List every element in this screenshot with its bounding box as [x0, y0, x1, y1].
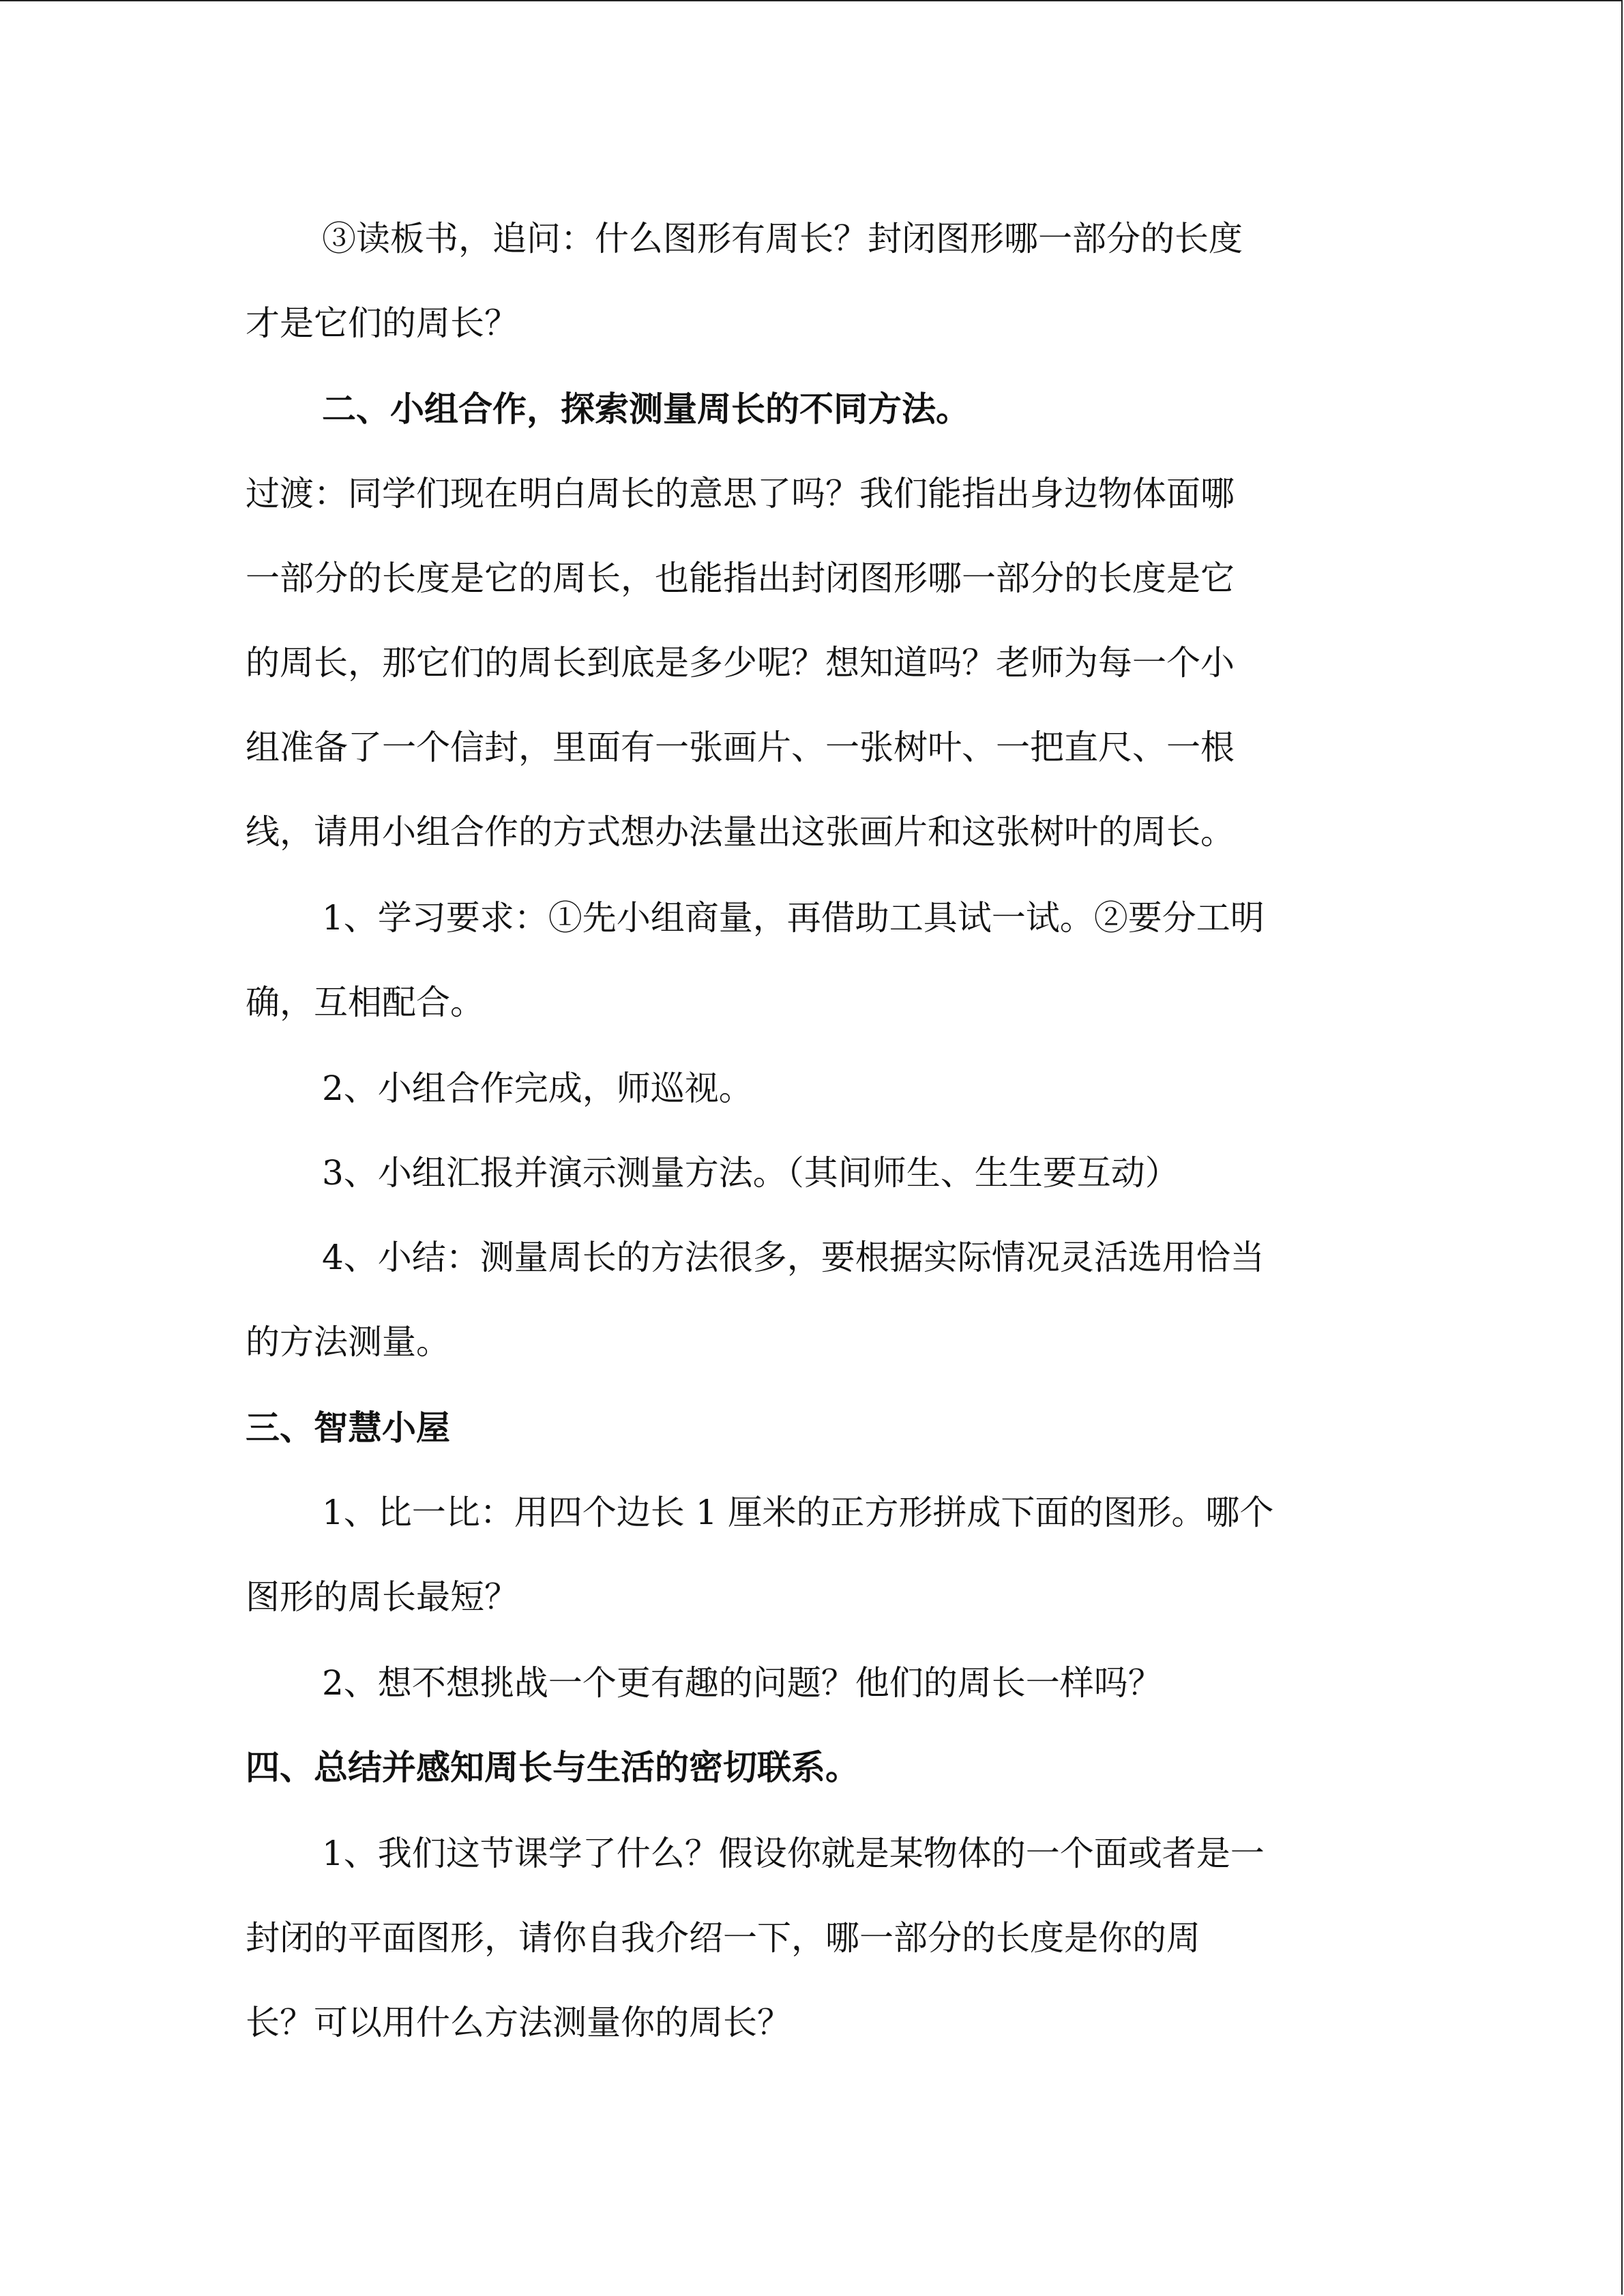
- paragraph-line: 4、小结：测量周长的方法很多，要根据实际情况灵活选用恰当: [322, 1238, 1265, 1277]
- paragraph-line: 才是它们的周长？: [246, 303, 518, 343]
- paragraph-line: 一部分的长度是它的周长，也能指出封闭图形哪一部分的长度是它: [246, 558, 1235, 598]
- paragraph-line: 的周长，那它们的周长到底是多少呢？想知道吗？老师为每一个小: [246, 643, 1235, 683]
- paragraph-line: 封闭的平面图形，请你自我介绍一下，哪一部分的长度是你的周: [246, 1918, 1200, 1958]
- paragraph-line: ③读板书，追问：什么图形有周长？封闭图形哪一部分的长度: [322, 219, 1243, 258]
- section-heading: 三、智慧小屋: [246, 1407, 450, 1448]
- paragraph-line: 2、小组合作完成，师巡视。: [322, 1069, 753, 1108]
- paragraph-line: 确，互相配合。: [246, 983, 484, 1022]
- section-heading: 二、小组合作，探索测量周长的不同方法。: [322, 389, 970, 429]
- paragraph-line: 过渡：同学们现在明白周长的意思了吗？我们能指出身边物体面哪: [246, 474, 1235, 513]
- paragraph-line: 图形的周长最短？: [246, 1577, 518, 1617]
- paragraph-line: 1、学习要求：①先小组商量，再借助工具试一试。②要分工明: [322, 898, 1265, 938]
- paragraph-line: 1、我们这节课学了什么？假设你就是某物体的一个面或者是一: [322, 1834, 1265, 1873]
- paragraph-line: 2、想不想挑战一个更有趣的问题？他们的周长一样吗？: [322, 1663, 1162, 1703]
- paragraph-line: 组准备了一个信封，里面有一张画片、一张树叶、一把直尺、一根: [246, 728, 1235, 767]
- paragraph-line: 长？可以用什么方法测量你的周长？: [246, 2003, 791, 2042]
- paragraph-line: 线，请用小组合作的方式想办法量出这张画片和这张树叶的周长。: [246, 812, 1235, 852]
- paragraph-line: 1、比一比：用四个边长 1 厘米的正方形拼成下面的图形。哪个: [322, 1493, 1274, 1532]
- paragraph-line: 3、小组汇报并演示测量方法。（其间师生、生生要互动）: [322, 1153, 1179, 1193]
- paragraph-line: 的方法测量。: [246, 1322, 450, 1362]
- section-heading: 四、总结并感知周长与生活的密切联系。: [246, 1747, 859, 1787]
